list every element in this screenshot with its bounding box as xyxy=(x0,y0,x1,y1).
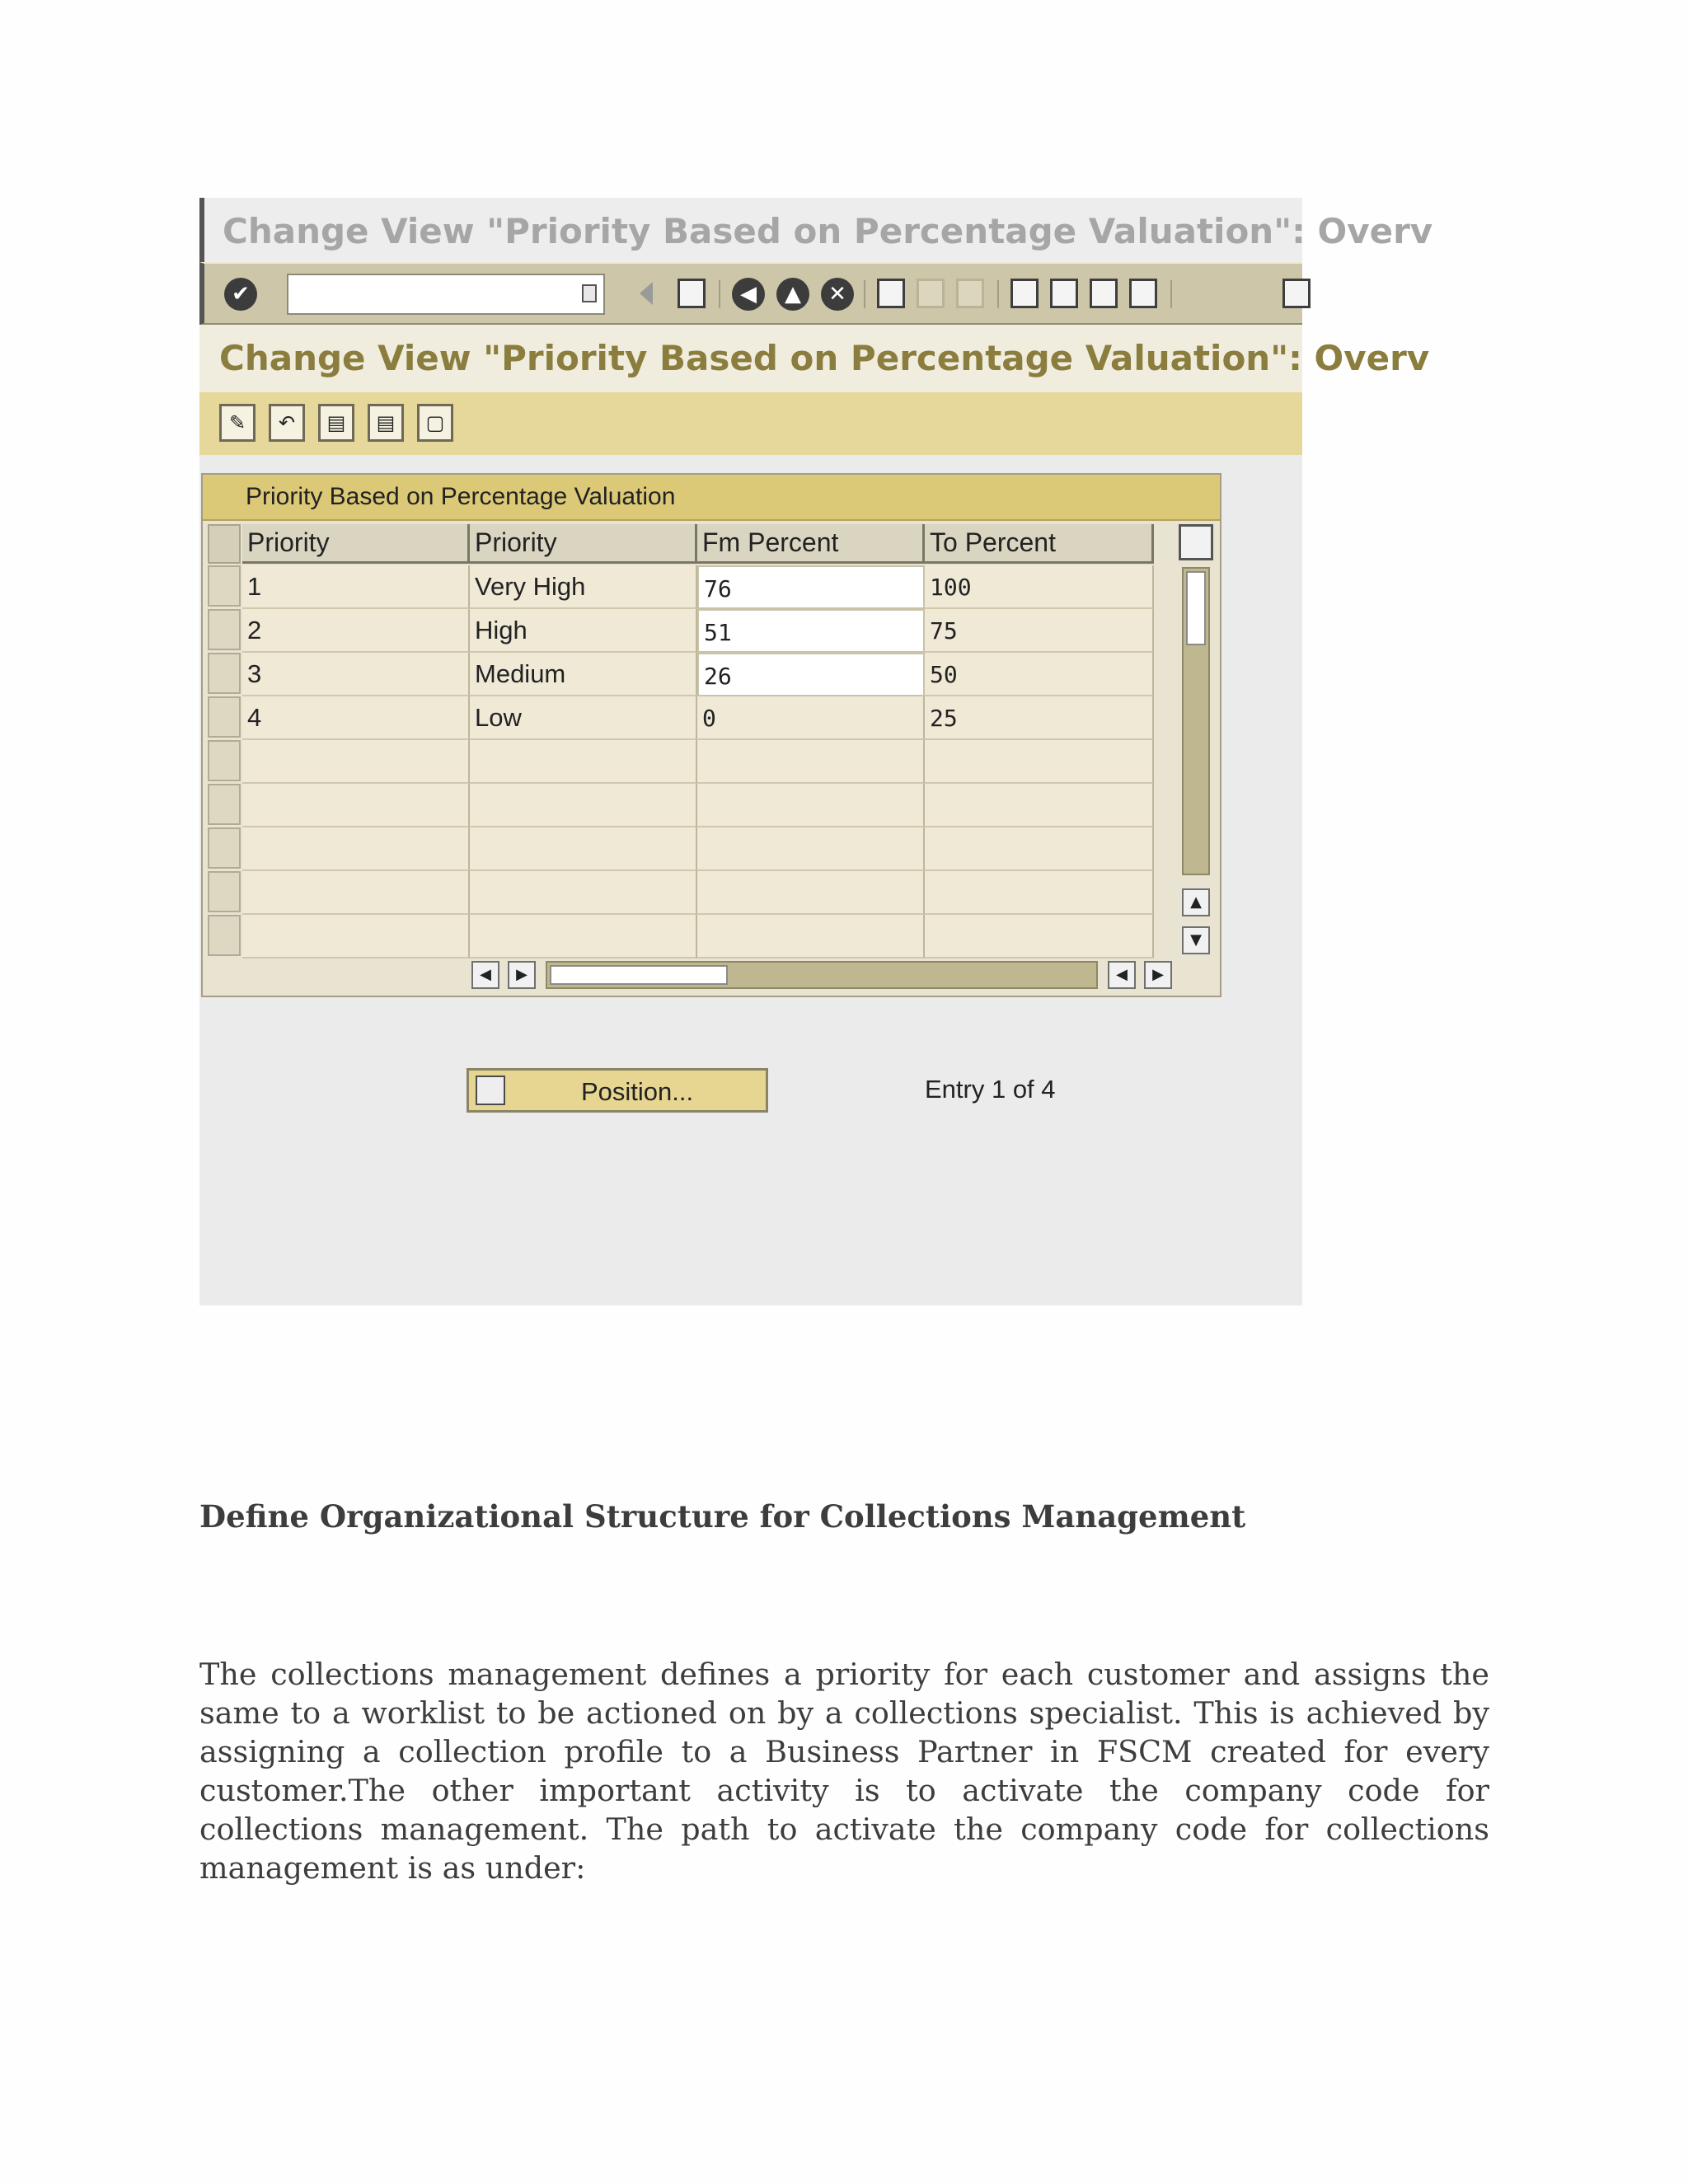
prev-page-icon[interactable] xyxy=(1050,279,1078,308)
cancel-icon[interactable]: ✕ xyxy=(821,278,854,311)
column-header-fm-percent[interactable]: Fm Percent xyxy=(697,524,925,564)
empty-table-row xyxy=(208,915,1154,951)
command-field[interactable] xyxy=(287,274,605,315)
first-page-icon[interactable] xyxy=(1010,279,1039,308)
position-icon xyxy=(476,1076,505,1105)
scroll-right-end-icon[interactable]: ▶ xyxy=(1144,961,1172,989)
priority-text-cell: Medium xyxy=(470,653,697,696)
application-toolbar xyxy=(199,392,1302,455)
enter-icon[interactable]: ✔ xyxy=(224,278,257,311)
to-percent-cell: 50 xyxy=(925,653,1154,696)
print-icon[interactable] xyxy=(877,279,905,308)
find-icon xyxy=(917,279,945,308)
priority-cell: 3 xyxy=(242,653,470,696)
undo-icon[interactable]: ↶ xyxy=(269,404,305,442)
fm-percent-input[interactable]: 76 xyxy=(697,565,925,609)
back-icon[interactable] xyxy=(640,282,653,305)
select-all-icon[interactable]: ▤ xyxy=(318,404,354,442)
entry-status: Entry 1 of 4 xyxy=(925,1075,1056,1104)
empty-table-row xyxy=(208,827,1154,871)
vertical-scroll-track[interactable] xyxy=(1182,567,1210,875)
section-heading: Define Organizational Structure for Collections Management xyxy=(199,1498,1246,1535)
row-selector[interactable] xyxy=(208,609,241,650)
command-field-dropdown-icon[interactable] xyxy=(582,284,597,302)
to-percent-cell: 100 xyxy=(925,565,1154,609)
select-block-icon[interactable]: ▤ xyxy=(368,404,404,442)
priority-cell: 2 xyxy=(242,609,470,653)
scroll-down-icon[interactable]: ▼ xyxy=(1182,926,1210,954)
column-header-to-percent[interactable]: To Percent xyxy=(925,524,1154,564)
window-title: Change View "Priority Based on Percentage Valuation": Overv xyxy=(223,211,1433,251)
row-selector[interactable] xyxy=(208,915,241,956)
next-page-icon[interactable] xyxy=(1090,279,1118,308)
find-next-icon xyxy=(956,279,984,308)
horizontal-scroll-track[interactable] xyxy=(546,961,1098,989)
table-row xyxy=(208,609,1154,653)
vertical-scroll-thumb[interactable] xyxy=(1186,571,1206,645)
screen-title: Change View "Priority Based on Percentage Valuation": Overv xyxy=(219,338,1430,378)
row-selector[interactable] xyxy=(208,565,241,607)
standard-toolbar xyxy=(199,262,1302,325)
create-session-icon[interactable] xyxy=(1282,279,1311,308)
position-button-label: Position... xyxy=(581,1077,694,1106)
row-selector[interactable] xyxy=(208,696,241,738)
table-row xyxy=(208,565,1154,609)
scroll-left-icon[interactable]: ◀ xyxy=(471,961,499,989)
to-percent-cell: 25 xyxy=(925,696,1154,740)
table-row xyxy=(208,696,1154,740)
table-control xyxy=(201,473,1221,997)
fm-percent-cell: 0 xyxy=(697,696,925,740)
to-percent-cell: 75 xyxy=(925,609,1154,653)
row-selector[interactable] xyxy=(208,871,241,912)
row-selector[interactable] xyxy=(208,784,241,825)
deselect-all-icon[interactable]: ▢ xyxy=(417,404,453,442)
screen-title-bar xyxy=(199,325,1430,395)
save-icon[interactable] xyxy=(678,279,706,308)
row-selector[interactable] xyxy=(208,740,241,781)
scroll-right-icon[interactable]: ▶ xyxy=(508,961,536,989)
fm-percent-input[interactable]: 51 xyxy=(697,609,925,653)
last-page-icon[interactable] xyxy=(1129,279,1157,308)
window-title-bar xyxy=(199,198,1433,262)
horizontal-scroll-thumb[interactable] xyxy=(550,965,728,985)
column-header-priority-text[interactable]: Priority xyxy=(470,524,697,564)
empty-table-row xyxy=(208,784,1154,827)
priority-cell: 1 xyxy=(242,565,470,609)
select-all-rows-button[interactable] xyxy=(208,524,241,564)
priority-text-cell: Low xyxy=(470,696,697,740)
scroll-left-end-icon[interactable]: ◀ xyxy=(1108,961,1136,989)
table-settings-icon[interactable] xyxy=(1179,524,1213,560)
position-button[interactable] xyxy=(467,1068,768,1113)
horizontal-scrollbar[interactable] xyxy=(471,961,1172,989)
fm-percent-input[interactable]: 26 xyxy=(697,653,925,696)
back-nav-icon[interactable]: ◀ xyxy=(732,278,765,311)
table-row xyxy=(208,653,1154,696)
column-header-priority[interactable]: Priority xyxy=(242,524,470,564)
display-change-icon[interactable]: ✎ xyxy=(219,404,256,442)
scroll-up-icon[interactable]: ▲ xyxy=(1182,888,1210,916)
priority-text-cell: High xyxy=(470,609,697,653)
table-title: Priority Based on Percentage Valuation xyxy=(246,483,676,510)
exit-icon[interactable]: ▲ xyxy=(776,278,809,311)
body-paragraph: The collections management defines a priority for each customer and assigns the same to a worklist to be actioned on by a collections specialist. This is achieved by assigning a collection profile to a Business Partner in FSCM created for every customer.The other important activity is to activate the company code for collections management. The path to activate the company code for collections management is as under: xyxy=(199,1657,1489,1886)
table-title-bar xyxy=(203,475,1220,521)
priority-cell: 4 xyxy=(242,696,470,740)
empty-table-row xyxy=(208,740,1154,784)
row-selector[interactable] xyxy=(208,827,241,869)
priority-text-cell: Very High xyxy=(470,565,697,609)
sap-screenshot xyxy=(199,198,1433,1305)
vertical-scrollbar[interactable] xyxy=(1182,567,1210,954)
empty-table-row xyxy=(208,871,1154,915)
row-selector[interactable] xyxy=(208,653,241,694)
